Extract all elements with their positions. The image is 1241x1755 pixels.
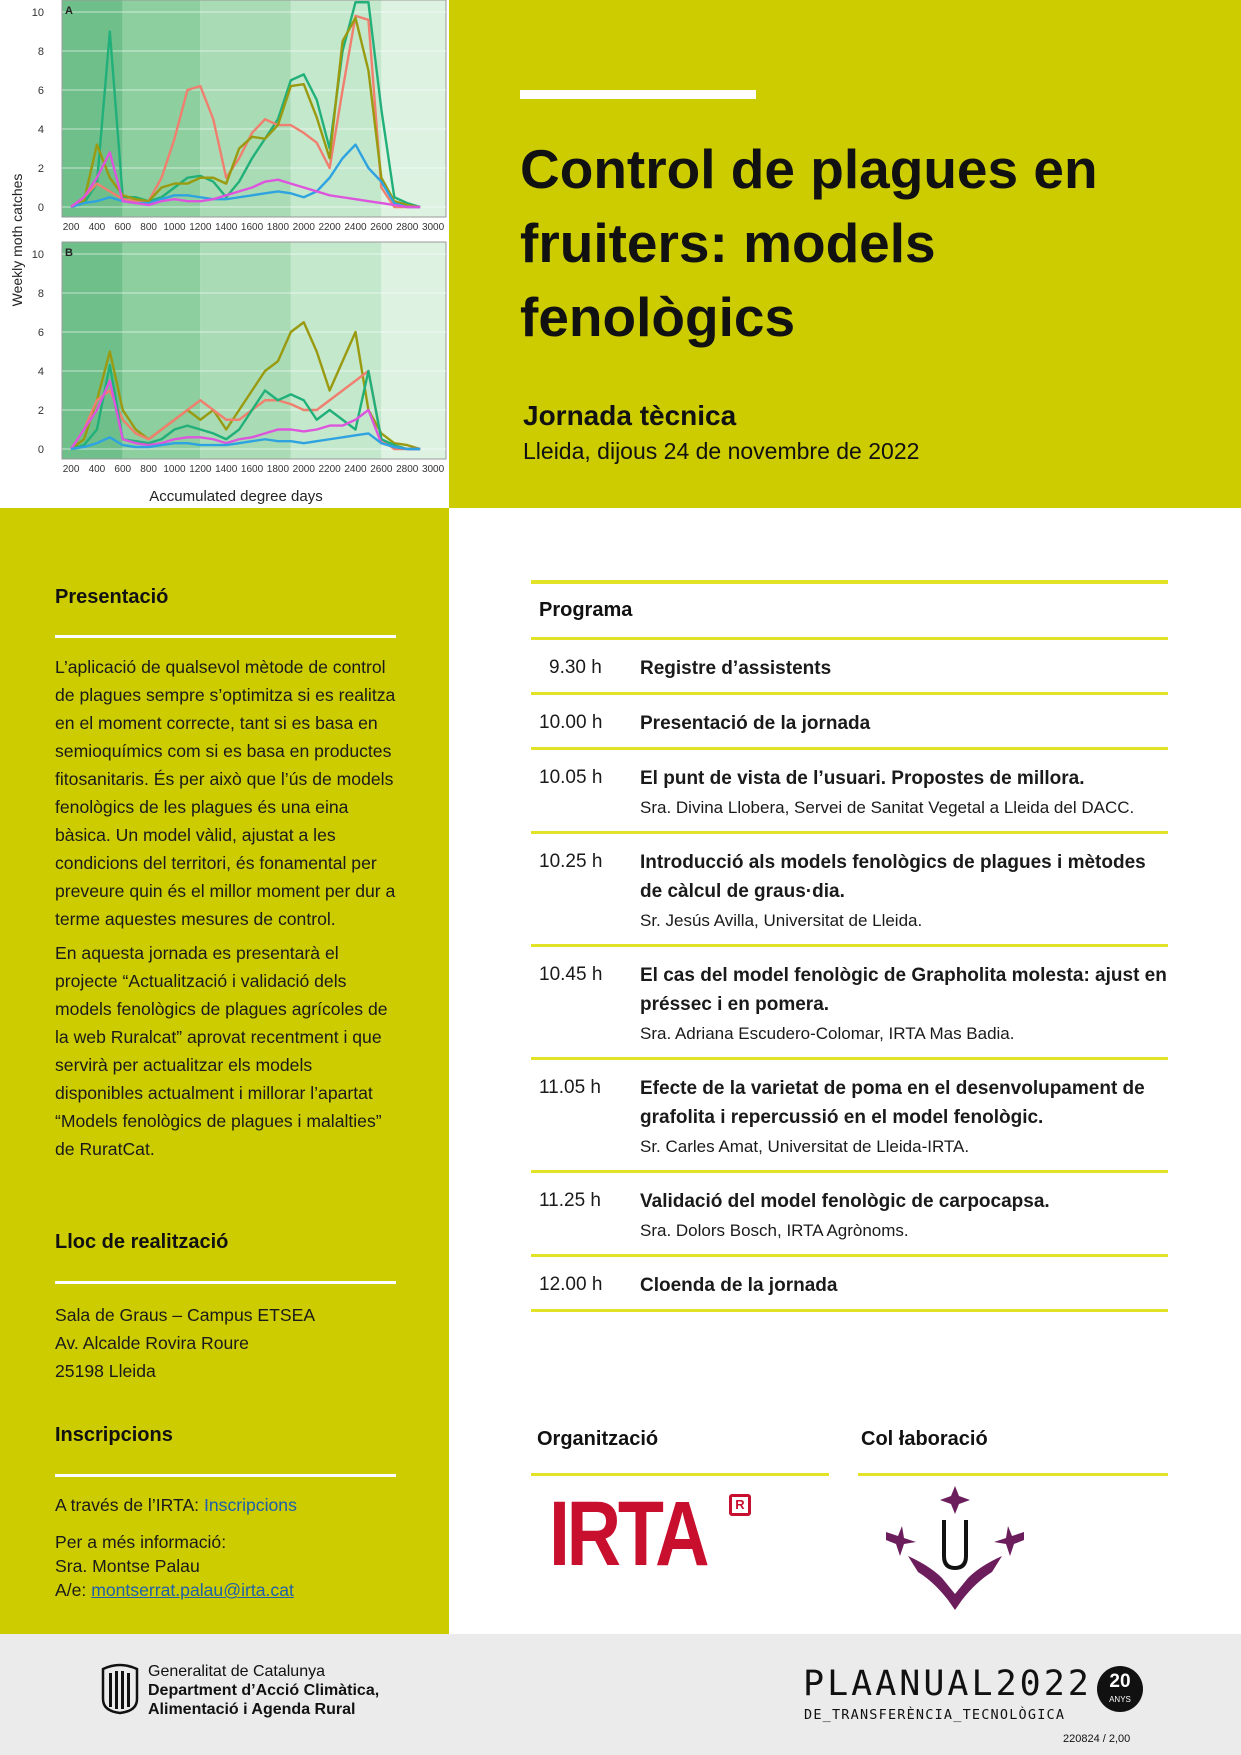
chart-xtick-label: 1000: [163, 464, 186, 475]
program-label: El cas del model fenològic de Grapholita molesta: ajust en préssec i en pomera.: [640, 965, 1167, 1015]
address-line: Av. Alcalde Rovira Roure: [55, 1333, 249, 1353]
chart-band: [200, 242, 291, 459]
program-time: 10.00 h: [539, 712, 603, 733]
chart-ytick-label: 6: [37, 327, 44, 339]
chart-band: [200, 0, 291, 217]
chart-ytick-label: 2: [37, 405, 44, 417]
moth-catches-chart: [0, 0, 449, 508]
program-row: [531, 1173, 1168, 1257]
section-divider: [55, 1281, 396, 1284]
chart-xtick-label: 2000: [292, 222, 315, 233]
program-time: 10.25 h: [539, 851, 603, 872]
chart-xtick-label: 1200: [189, 222, 212, 233]
chart-xtick-label: 600: [114, 222, 132, 233]
chart-ytick-label: 4: [37, 124, 44, 136]
email-prefix: A/e:: [55, 1580, 92, 1600]
chart-ytick-label: 10: [31, 249, 44, 261]
chart-xtick-label: 1200: [189, 464, 212, 475]
organitzacio-heading: Organització: [537, 1428, 659, 1450]
program-time: 11.25 h: [539, 1190, 601, 1211]
program-label: Cloenda de la jornada: [640, 1275, 838, 1296]
program-row: [531, 750, 1168, 834]
program-time: 12.00 h: [539, 1274, 603, 1295]
program-time: 11.05 h: [539, 1077, 601, 1098]
program-time: 10.05 h: [539, 767, 603, 788]
chart-xtick-label: 3000: [421, 222, 445, 233]
program-speaker: Sr. Jesús Avilla, Universitat de Lleida.: [640, 911, 923, 930]
program-row: [531, 947, 1168, 1060]
address-line: Sala de Graus – Campus ETSEA: [55, 1305, 316, 1325]
chart-xtick-label: 1800: [266, 464, 290, 475]
program-speaker: Sra. Divina Llobera, Servei de Sanitat Vegetal a Lleida del DACC.: [640, 798, 1135, 817]
lloc-address: [55, 1301, 400, 1385]
section-divider: [55, 1474, 396, 1477]
chart-ytick-label: 4: [37, 366, 44, 378]
info-label: Per a més informació:: [55, 1532, 227, 1552]
chart-ytick-label: 8: [37, 288, 44, 300]
chart-ytick-label: 0: [37, 444, 44, 456]
chart-xtick-label: 2200: [318, 464, 341, 475]
inscripcions-link[interactable]: Inscripcions: [203, 1495, 297, 1515]
contact-email-row: [55, 1578, 400, 1602]
program-speaker: Sr. Carles Amat, Universitat de Lleida-IRTA.: [640, 1137, 970, 1156]
udl-emblem-icon: [880, 1482, 1030, 1612]
event-date: Lleida, dijous 24 de novembre de 2022: [523, 438, 920, 464]
footer: [0, 1634, 1241, 1755]
chart-xtick-label: 3000: [421, 464, 445, 475]
chart-xtick-label: 2200: [318, 222, 341, 233]
contact-name: Sra. Montse Palau: [55, 1556, 200, 1576]
irta-logo-mark: R: [729, 1494, 751, 1516]
chart-xtick-label: 2000: [292, 464, 315, 475]
program-label: Introducció als models fenològics de plagues i mètodes de càlcul de graus·dia.: [640, 852, 1146, 902]
chart-ytick-label: 0: [37, 202, 44, 214]
chart-xtick-label: 1600: [240, 464, 264, 475]
program-label: Efecte de la varietat de poma en el desenvolupament de grafolita i repercussió en el model fenològic.: [640, 1078, 1145, 1128]
chart-ytick-label: 10: [31, 7, 44, 19]
collaboracio-rule: [858, 1473, 1168, 1476]
badge-number: 20: [1109, 1671, 1131, 1692]
generalitat-name: Generalitat de Catalunya: [148, 1663, 325, 1680]
presentacio-heading: Presentació: [55, 586, 169, 608]
chart-xtick-label: 2400: [344, 222, 367, 233]
department-name-2: Alimentació i Agenda Rural: [148, 1701, 356, 1718]
chart-xtick-label: 2400: [344, 464, 367, 475]
event-type: Jornada tècnica: [523, 400, 737, 431]
chart-xtick-label: 1000: [163, 222, 186, 233]
chart-xtick-label: 1400: [215, 464, 238, 475]
via-text: A través de l’IRTA:: [55, 1495, 204, 1515]
chart-panel-label: A: [65, 5, 73, 17]
chart-ytick-label: 8: [37, 46, 44, 58]
chart-ytick-label: 6: [37, 85, 44, 97]
chart-band: [381, 0, 446, 217]
chart-band: [62, 242, 123, 459]
chart-xtick-label: 2600: [370, 222, 393, 233]
chart-band: [123, 0, 201, 217]
program-time: 9.30 h: [549, 657, 602, 678]
chart-xtick-label: 800: [140, 222, 157, 233]
chart-xtick-label: 400: [88, 222, 106, 233]
page-title: Control de plagues en fruiters: models fenològics: [520, 138, 1098, 348]
email-link[interactable]: montserrat.palau@irta.cat: [91, 1580, 294, 1600]
program-row: [531, 695, 1168, 750]
inscripcions-text: [55, 1493, 400, 1602]
title-accent-bar: [520, 90, 756, 99]
info-sidebar: [0, 508, 449, 1634]
chart-xtick-label: 2600: [370, 464, 393, 475]
presentacio-text: [55, 653, 400, 1169]
presentacio-paragraph-1: L’aplicació de qualsevol mètode de control de plagues sempre s’optimitza si es realitza en el moment correcte, tant si es basa en semioquímics com si es basa en productes fitosanitaris. És per això que l’ús de models fenològics de les plagues és una eina bàsica. Un model vàlid, ajustat a les condicions del territori, és fonamental per preveure quin és el millor moment per dur a terme aquestes mesures de control.: [55, 657, 396, 929]
address-line: 25198 Lleida: [55, 1361, 156, 1381]
chart-xlabel: Accumulated degree days: [149, 488, 323, 505]
inscripcions-via: [55, 1493, 400, 1517]
program-label: Registre d’assistents: [640, 658, 832, 679]
program-speaker: Sra. Dolors Bosch, IRTA Agrònoms.: [640, 1221, 909, 1240]
chart-canvas: [0, 0, 449, 508]
program-row: [531, 1257, 1168, 1312]
generalitat-emblem-icon: [99, 1663, 141, 1715]
lloc-heading: Lloc de realització: [55, 1231, 229, 1253]
irta-logo-text: IRTA: [549, 1483, 707, 1585]
program-table: [531, 580, 1168, 1312]
presentacio-paragraph-2: En aquesta jornada es presentarà el projecte “Actualització i validació dels models fenològics de plagues agrícoles de la web Ruralcat” aprovat recentment i que servirà per actualitzar els models disponibles actualment i millorar l’apartat “Models fenològics de plagues i malalties” de RuratCat.: [55, 943, 388, 1159]
badge-text: ANYS: [1109, 1695, 1131, 1704]
irta-logo[interactable]: [549, 1483, 759, 1585]
chart-xtick-label: 400: [88, 464, 106, 475]
department-name-1: Department d’Acció Climàtica,: [148, 1682, 380, 1699]
section-divider: [55, 635, 396, 638]
chart-xtick-label: 1800: [266, 222, 290, 233]
pla-anual-subtitle: DE_TRANSFERÈNCIA_TECNOLÒGICA: [804, 1707, 1066, 1723]
program-speaker: Sra. Adriana Escudero-Colomar, IRTA Mas Badia.: [640, 1024, 1015, 1043]
program-heading: Programa: [531, 584, 1168, 640]
udl-logo[interactable]: [880, 1482, 1030, 1612]
chart-xtick-label: 2800: [396, 222, 419, 233]
collaboracio-heading: Col łaboració: [861, 1428, 988, 1450]
chart-ytick-label: 2: [37, 163, 44, 175]
document-reference: 220824 / 2,00: [1063, 1733, 1131, 1745]
chart-band: [381, 242, 446, 459]
program-time: 10.45 h: [539, 964, 603, 985]
program-row: [531, 640, 1168, 695]
chart-xtick-label: 200: [62, 464, 80, 475]
anniversary-badge: [1097, 1666, 1143, 1712]
chart-panel-label: B: [65, 247, 73, 259]
program-label: El punt de vista de l’usuari. Propostes de millora.: [640, 768, 1085, 789]
program-row: [531, 1060, 1168, 1173]
program-label: Validació del model fenològic de carpocapsa.: [640, 1191, 1050, 1212]
chart-xtick-label: 1600: [240, 222, 264, 233]
inscripcions-heading: Inscripcions: [55, 1424, 173, 1446]
chart-xtick-label: 1400: [215, 222, 238, 233]
chart-xtick-label: 600: [114, 464, 132, 475]
program-label: Presentació de la jornada: [640, 713, 871, 734]
program-row: [531, 834, 1168, 947]
chart-xtick-label: 2800: [396, 464, 419, 475]
organitzacio-rule: [531, 1473, 829, 1476]
pla-anual-title: PLAANUAL2022: [803, 1664, 1092, 1704]
chart-xtick-label: 800: [140, 464, 157, 475]
hero-banner: [449, 0, 1241, 508]
chart-ylabel: Weekly moth catches: [9, 173, 25, 307]
chart-xtick-label: 200: [62, 222, 80, 233]
